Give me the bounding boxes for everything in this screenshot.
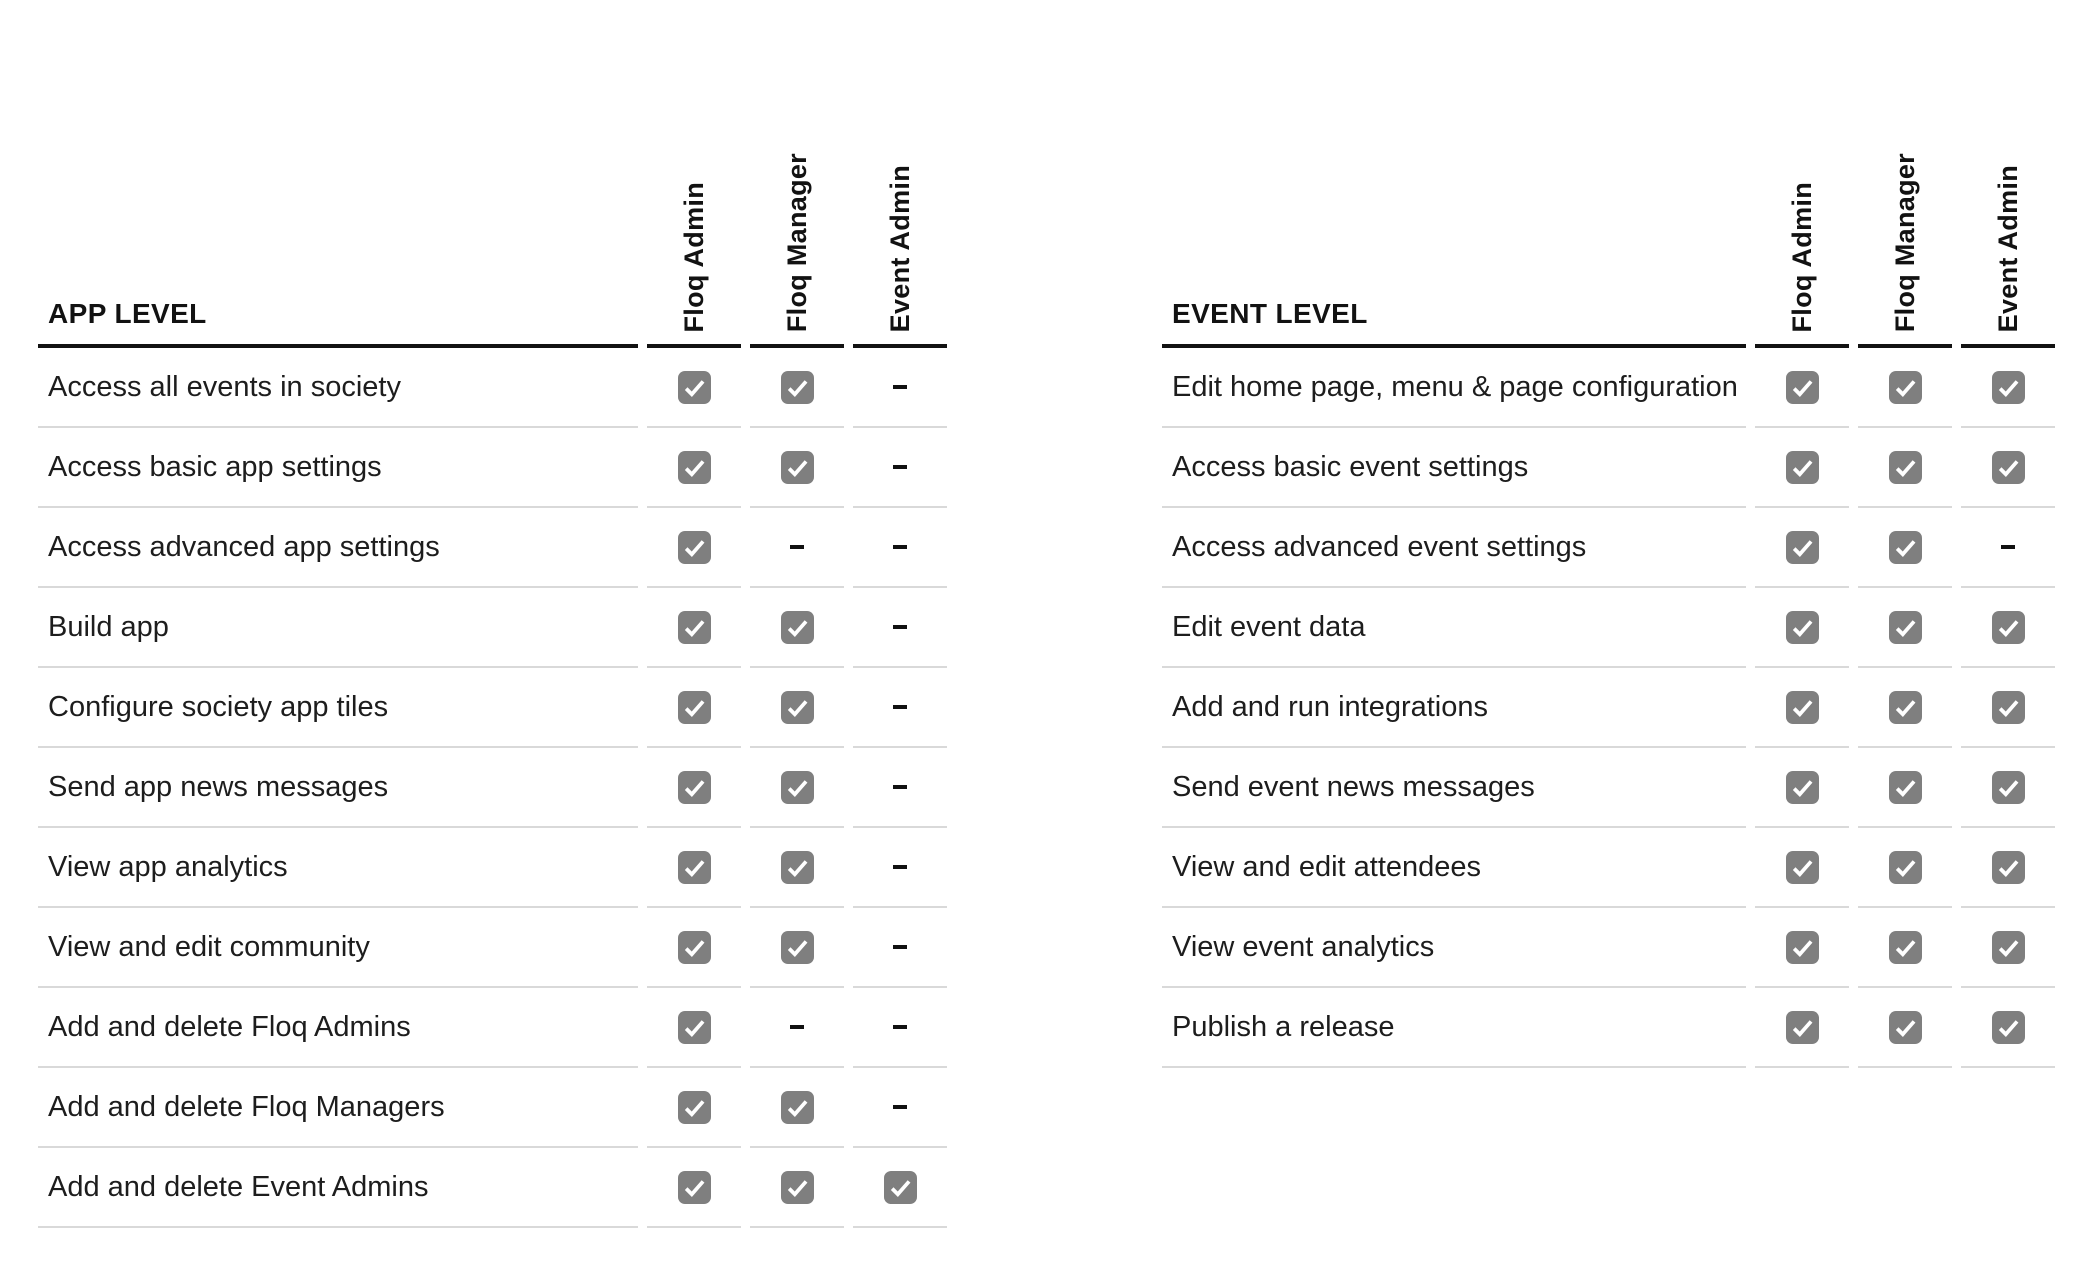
checked-checkbox-icon: [781, 771, 814, 804]
table-row: [38, 668, 947, 748]
permission-label: Edit home page, menu & page configuration: [1162, 348, 1746, 428]
checked-checkbox-icon: [1889, 691, 1922, 724]
permission-label: View and edit community: [38, 908, 638, 988]
table-header-row: [38, 0, 947, 348]
dash-icon: [893, 785, 907, 789]
checked-checkbox-icon: [678, 531, 711, 564]
permission-label: Add and delete Floq Managers: [38, 1068, 638, 1148]
dash-icon: [893, 945, 907, 949]
table-row: [38, 508, 947, 588]
checked-checkbox-icon: [1992, 691, 2025, 724]
column-header: Event Admin: [884, 164, 915, 332]
permission-label: Build app: [38, 588, 638, 668]
permission-cell: [853, 1068, 947, 1148]
table-row: [38, 908, 947, 988]
checked-checkbox-icon: [678, 851, 711, 884]
permission-label: Send event news messages: [1162, 748, 1746, 828]
checked-checkbox-icon: [1786, 451, 1819, 484]
checked-checkbox-icon: [1786, 371, 1819, 404]
permission-cell: [750, 828, 844, 908]
checked-checkbox-icon: [781, 611, 814, 644]
permission-cell: [853, 668, 947, 748]
checked-checkbox-icon: [1889, 371, 1922, 404]
column-header: Floq Admin: [1786, 181, 1817, 332]
permission-label: Add and run integrations: [1162, 668, 1746, 748]
table-row: [1162, 348, 2055, 428]
table-row: [38, 748, 947, 828]
permission-cell: [1961, 908, 2055, 988]
checked-checkbox-icon: [1992, 771, 2025, 804]
column-header-cell: [647, 0, 741, 348]
permission-cell: [1755, 748, 1849, 828]
permission-cell: [750, 748, 844, 828]
table-row: [1162, 908, 2055, 988]
checked-checkbox-icon: [678, 931, 711, 964]
checked-checkbox-icon: [678, 691, 711, 724]
permission-cell: [647, 428, 741, 508]
column-header: Floq Manager: [1889, 152, 1920, 332]
checked-checkbox-icon: [884, 1171, 917, 1204]
checked-checkbox-icon: [1992, 1011, 2025, 1044]
table-row: [38, 588, 947, 668]
permission-cell: [853, 988, 947, 1068]
permission-cell: [750, 508, 844, 588]
table-row: [1162, 828, 2055, 908]
checked-checkbox-icon: [1786, 931, 1819, 964]
table-header-row: [1162, 0, 2055, 348]
permission-label: Edit event data: [1162, 588, 1746, 668]
permission-cell: [1961, 828, 2055, 908]
checked-checkbox-icon: [678, 371, 711, 404]
checked-checkbox-icon: [678, 1171, 711, 1204]
permission-cell: [1755, 348, 1849, 428]
permission-cell: [647, 508, 741, 588]
checked-checkbox-icon: [1889, 451, 1922, 484]
permission-label: Access basic event settings: [1162, 428, 1746, 508]
checked-checkbox-icon: [678, 771, 711, 804]
checked-checkbox-icon: [1889, 931, 1922, 964]
permission-cell: [1858, 508, 1952, 588]
permission-cell: [853, 908, 947, 988]
permission-cell: [647, 588, 741, 668]
dash-icon: [893, 1025, 907, 1029]
column-header-cell: [1755, 0, 1849, 348]
permission-label: Add and delete Floq Admins: [38, 988, 638, 1068]
table-row: [1162, 428, 2055, 508]
checked-checkbox-icon: [678, 1011, 711, 1044]
dash-icon: [893, 865, 907, 869]
checked-checkbox-icon: [678, 451, 711, 484]
checked-checkbox-icon: [1992, 851, 2025, 884]
checked-checkbox-icon: [1889, 1011, 1922, 1044]
table-row: [1162, 988, 2055, 1068]
dash-icon: [790, 1025, 804, 1029]
checked-checkbox-icon: [1992, 931, 2025, 964]
checked-checkbox-icon: [781, 931, 814, 964]
permission-cell: [1858, 748, 1952, 828]
checked-checkbox-icon: [1786, 851, 1819, 884]
app-level-permissions-table: [38, 0, 947, 1228]
permission-cell: [1961, 428, 2055, 508]
checked-checkbox-icon: [1889, 771, 1922, 804]
permission-label: Access advanced event settings: [1162, 508, 1746, 588]
table-row: [1162, 508, 2055, 588]
checked-checkbox-icon: [781, 451, 814, 484]
table-row: [38, 1148, 947, 1228]
permission-cell: [1858, 348, 1952, 428]
permission-label: Access basic app settings: [38, 428, 638, 508]
permission-label: Access all events in society: [38, 348, 638, 428]
table-row: [38, 988, 947, 1068]
permission-cell: [1961, 668, 2055, 748]
checked-checkbox-icon: [678, 611, 711, 644]
table-row: [38, 1068, 947, 1148]
column-header-cell: [1858, 0, 1952, 348]
permission-cell: [1755, 588, 1849, 668]
dash-icon: [893, 545, 907, 549]
permission-cell: [750, 988, 844, 1068]
checked-checkbox-icon: [1992, 611, 2025, 644]
dash-icon: [893, 465, 907, 469]
permission-cell: [853, 348, 947, 428]
table-row: [38, 428, 947, 508]
permission-cell: [647, 748, 741, 828]
permission-label: Configure society app tiles: [38, 668, 638, 748]
permission-cell: [1961, 588, 2055, 668]
dash-icon: [2001, 545, 2015, 549]
permission-cell: [1858, 668, 1952, 748]
checked-checkbox-icon: [678, 1091, 711, 1124]
permission-label: Send app news messages: [38, 748, 638, 828]
table-row: [38, 828, 947, 908]
table-row: [1162, 748, 2055, 828]
permission-cell: [647, 1068, 741, 1148]
permission-cell: [647, 828, 741, 908]
checked-checkbox-icon: [781, 851, 814, 884]
column-header: Floq Manager: [781, 152, 812, 332]
permission-cell: [647, 988, 741, 1068]
permission-cell: [1961, 748, 2055, 828]
permission-cell: [1858, 908, 1952, 988]
dash-icon: [893, 625, 907, 629]
table-title: APP LEVEL: [38, 0, 638, 348]
permission-cell: [750, 908, 844, 988]
permission-cell: [750, 348, 844, 428]
dash-icon: [893, 1105, 907, 1109]
permission-cell: [1858, 588, 1952, 668]
permission-cell: [647, 908, 741, 988]
checked-checkbox-icon: [781, 691, 814, 724]
checked-checkbox-icon: [1992, 451, 2025, 484]
checked-checkbox-icon: [1786, 611, 1819, 644]
permission-label: Add and delete Event Admins: [38, 1148, 638, 1228]
column-header: Floq Admin: [678, 181, 709, 332]
checked-checkbox-icon: [781, 1091, 814, 1124]
permission-cell: [1858, 988, 1952, 1068]
table-row: [38, 348, 947, 428]
permission-cell: [853, 428, 947, 508]
permission-cell: [1755, 908, 1849, 988]
permission-label: View app analytics: [38, 828, 638, 908]
permission-cell: [750, 588, 844, 668]
checked-checkbox-icon: [1889, 611, 1922, 644]
checked-checkbox-icon: [1786, 1011, 1819, 1044]
column-header-cell: [750, 0, 844, 348]
column-header: Event Admin: [1992, 164, 2023, 332]
permission-cell: [750, 428, 844, 508]
permission-cell: [853, 748, 947, 828]
checked-checkbox-icon: [781, 371, 814, 404]
permission-cell: [853, 508, 947, 588]
permission-label: View event analytics: [1162, 908, 1746, 988]
event-level-permissions-table: [1162, 0, 2055, 1068]
permission-cell: [853, 1148, 947, 1228]
permission-cell: [1755, 428, 1849, 508]
permission-cell: [1858, 828, 1952, 908]
permission-cell: [750, 1148, 844, 1228]
dash-icon: [790, 545, 804, 549]
permission-cell: [1961, 988, 2055, 1068]
checked-checkbox-icon: [1786, 691, 1819, 724]
permission-cell: [1755, 828, 1849, 908]
table-row: [1162, 588, 2055, 668]
permission-cell: [1961, 348, 2055, 428]
column-header-cell: [853, 0, 947, 348]
dash-icon: [893, 385, 907, 389]
checked-checkbox-icon: [781, 1171, 814, 1204]
checked-checkbox-icon: [1889, 531, 1922, 564]
checked-checkbox-icon: [1786, 531, 1819, 564]
permission-cell: [1961, 508, 2055, 588]
permission-label: Publish a release: [1162, 988, 1746, 1068]
permission-cell: [647, 1148, 741, 1228]
permission-cell: [1858, 428, 1952, 508]
permission-cell: [647, 668, 741, 748]
permission-cell: [750, 668, 844, 748]
permission-cell: [1755, 668, 1849, 748]
permission-cell: [647, 348, 741, 428]
dash-icon: [893, 705, 907, 709]
permission-cell: [853, 828, 947, 908]
permission-label: View and edit attendees: [1162, 828, 1746, 908]
permission-cell: [1755, 508, 1849, 588]
permission-cell: [750, 1068, 844, 1148]
checked-checkbox-icon: [1786, 771, 1819, 804]
checked-checkbox-icon: [1992, 371, 2025, 404]
permission-label: Access advanced app settings: [38, 508, 638, 588]
permission-cell: [1755, 988, 1849, 1068]
table-title: EVENT LEVEL: [1162, 0, 1746, 348]
permission-cell: [853, 588, 947, 668]
checked-checkbox-icon: [1889, 851, 1922, 884]
table-row: [1162, 668, 2055, 748]
column-header-cell: [1961, 0, 2055, 348]
